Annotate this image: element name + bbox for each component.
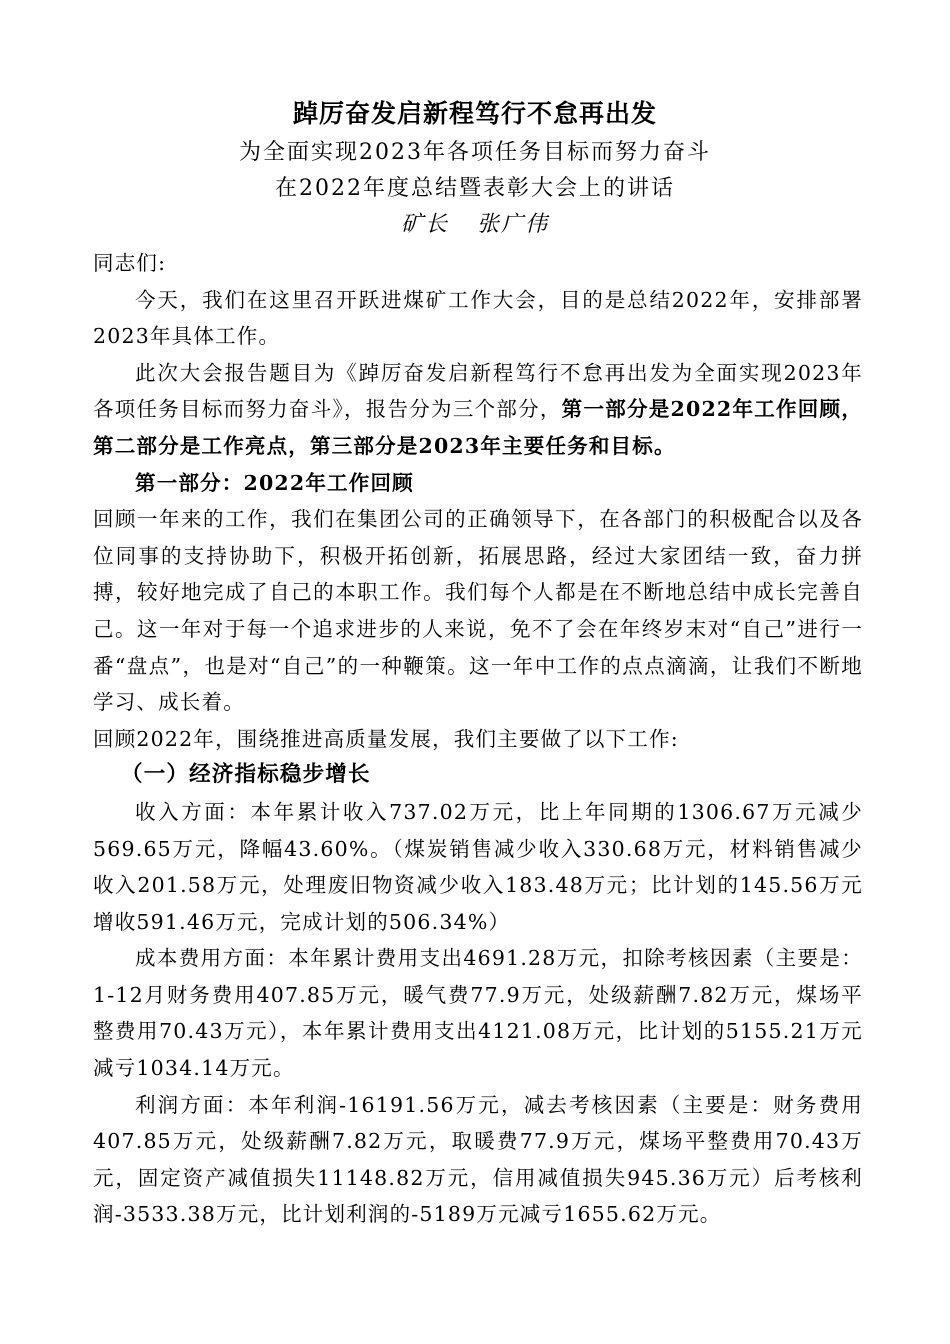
part-1-heading: 第一部分：2022年工作回顾 xyxy=(135,470,414,495)
document-subtitle-2: 在2022年度总结暨表彰大会上的讲话 xyxy=(275,176,675,201)
paragraph-cost: 成本费用方面：本年累计费用支出4691.28万元，扣除考核因素（主要是：1-12月财务费用407.85万元，暖气费77.9万元，处级薪酬7.82万元，煤场平整费用70.43万元），本年累计费用支出4121.08万元，比计划的5155.21万元减亏1034.14万元。 xyxy=(93,946,863,1081)
paragraph-profit: 利润方面：本年利润-16191.56万元，减去考核因素（主要是：财务费用407.85万元，处级薪酬7.82万元，取暖费77.9万元，煤场平整费用70.43万元，固定资产减值损失11148.82万元，信用减值损失945.36万元）后考核利润-3533.38万元，比计划利润的-5189万元减亏1655.62万元。 xyxy=(93,1092,863,1227)
paragraph-report-structure xyxy=(93,355,863,465)
document-title: 踔厉奋发启新程笃行不怠再出发 xyxy=(292,99,657,128)
document-subtitle-1: 为全面实现2023年各项任务目标而努力奋斗 xyxy=(239,140,711,165)
author-line xyxy=(0,207,950,238)
paragraph-income: 收入方面：本年累计收入737.02万元，比上年同期的1306.67万元减少569.65万元，降幅43.60%。（煤炭销售减少收入330.68万元，材料销售减少收入201.58万元，处理废旧物资减少收入183.48万元；比计划的145.56万元增收591.46万元，完成计划的506.34%） xyxy=(93,799,863,934)
report-title-text: 此次大会报告题目为《踔厉奋发启新程笃行不怠再出发为全面实现2023年各项任务目标而努力奋斗》，报告分为三个部分， xyxy=(93,360,863,422)
section-1-heading: （一）经济指标稳步增长 xyxy=(121,762,371,788)
paragraph-review-2022: 回顾2022年，围绕推进高质量发展，我们主要做了以下工作: xyxy=(93,726,679,751)
author-role: 矿长 xyxy=(400,212,449,237)
document-body xyxy=(93,245,863,1233)
report-parts-text: 第一部分是2022年工作回顾，第二部分是工作亮点，第三部分是2023年主要任务和目标。 xyxy=(93,397,863,458)
salutation: 同志们: xyxy=(93,251,167,275)
paragraph-review: 回顾一年来的工作，我们在集团公司的正确领导下，在各部门的积极配合以及各位同事的支持协助下，积极开拓创新，拓展思路，经过大家团结一致，奋力拼搏，较好地完成了自己的本职工作。我们每个人都是在不断地总结中成长完善自己。这一年对于每一个追求进步的人来说，免不了会在年终岁末对“自己”进行一番“盘点”，也是对“自己”的一种鞭策。这一年中工作的点点滴滴，让我们不断地学习、成长着。 xyxy=(93,507,863,715)
author-name: 张广伟 xyxy=(477,212,550,237)
paragraph-intro: 今天，我们在这里召开跃进煤矿工作大会，目的是总结2022年，安排部署2023年具体工作。 xyxy=(93,287,863,349)
